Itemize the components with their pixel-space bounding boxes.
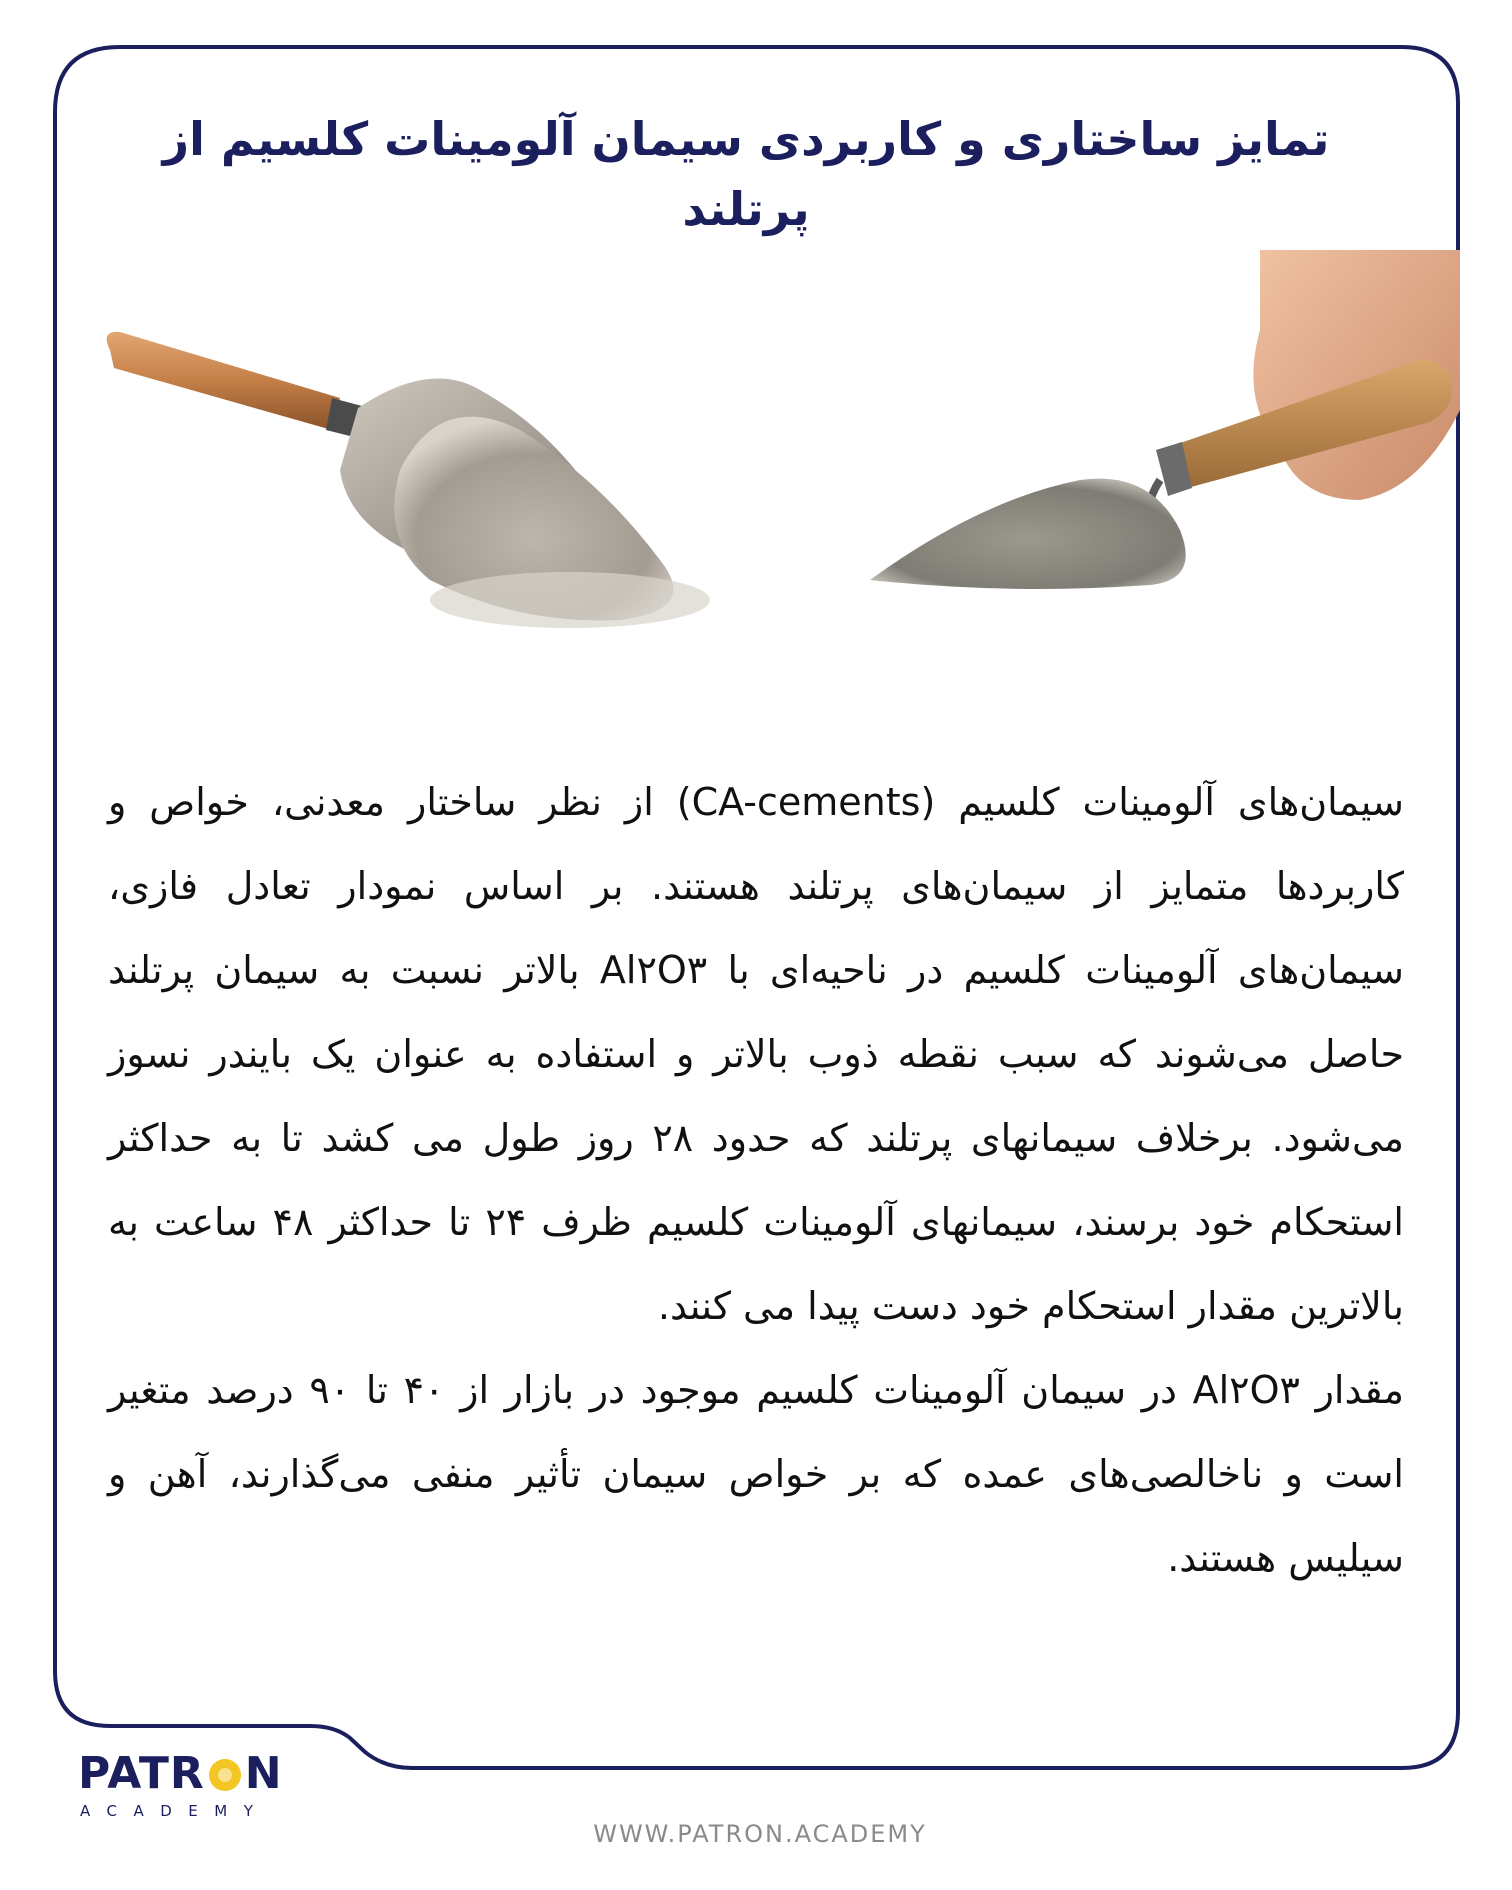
paragraph: مقدار Al۲O۳ در سیمان آلومینات کلسیم موجود در بازار از ۴۰ تا ۹۰ درصد متغیر است و ناخالصی‌های عمده که بر خواص سیمان تأثیر منفی می‌گذارند، آهن و سیلیس هستند. [108, 1368, 1404, 1580]
paragraph: سیمان‌های آلومینات کلسیم (CA-cements) از نظر ساختار معدنی، خواص و کاربردها متمایز از سیمان‌های پرتلند هستند. بر اساس نمودار تعادل فازی، سیمان‌های آلومینات کلسیم در ناحیه‌ای با Al۲O۳ بالاتر نسبت به سیمان پرتلند حاصل می‌شوند که سبب نقطه ذوب بالاتر و استفاده به عنوان یک بایندر نسوز می‌شود. برخلاف سیمانهای پرتلند که حدود ۲۸ روز طول می کشد تا به حداکثر استحکام خود برسند، سیمانهای آلومینات کلسیم ظرف ۲۴ تا حداکثر ۴۸ ساعت به بالاترین مقدار استحکام خود دست پیدا می کنند. [108, 780, 1405, 1328]
website-url[interactable]: WWW.PATRON.ACADEMY [593, 1820, 927, 1848]
body-text [108, 760, 1404, 1600]
logo-subtitle: ACADEMY [80, 1802, 270, 1820]
page-title: تمایز ساختاری و کاربردی سیمان آلومینات کلسیم از پرتلند [162, 112, 1330, 236]
cement-shovel-photo [100, 320, 740, 660]
patron-academy-logo [78, 1748, 338, 1828]
cement-trowel-in-hand-photo [860, 250, 1460, 630]
logo-o-dot-icon [205, 1748, 245, 1800]
logo-text-end: N [244, 1748, 283, 1799]
logo-text-start: PATR [78, 1748, 205, 1799]
